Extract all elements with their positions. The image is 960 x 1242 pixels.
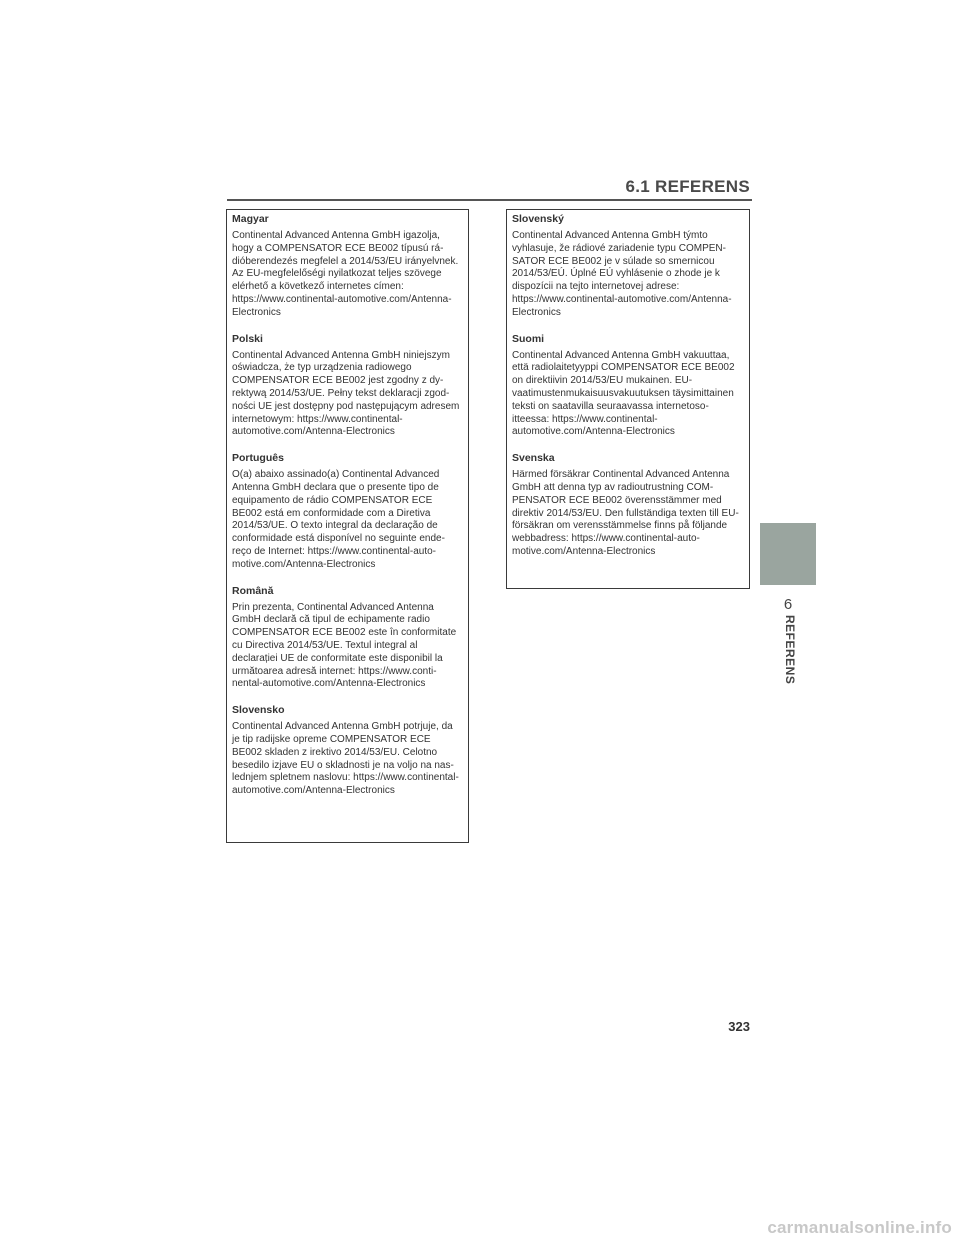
section-body: Continental Advanced Antenna GmbH igazolja, hogy a COMPENSATOR ECE BE002 típusú rádióberendezés megfelel a 2014/53/EU irányelvnek. Az EU-megfelelőségi nyilatkozat teljes szövege elérhető a következő internetes címen: https://www.continental-automotive.com/Antenna-Electronics xyxy=(232,230,459,318)
section-body: Continental Advanced Antenna GmbH potrjuje, da je tip radijske opreme COMPENSATOR ECE BE002 skladen z irektivo 2014/53/EU. Celotno besedilo izjave EU o skladnosti je na voljo na naslednjem spletnem naslovu: https://www.continental-automotive.com/Antenna-Electronics xyxy=(232,721,459,797)
chapter-tab-label: REFERENS xyxy=(783,615,797,685)
section-title: Română xyxy=(232,584,274,597)
left-column xyxy=(226,209,469,843)
section-polski xyxy=(232,333,460,440)
section-title: Slovenský xyxy=(512,213,564,225)
section-title: Polski xyxy=(232,332,263,345)
section-title: Slovensko xyxy=(232,704,285,717)
chapter-tab-number: 6 xyxy=(783,596,793,613)
section-title: Magyar xyxy=(232,213,269,225)
section-title: Svenska xyxy=(512,452,555,465)
section-title: Suomi xyxy=(512,332,545,345)
section-romana xyxy=(232,585,460,692)
chapter-tab xyxy=(760,523,816,585)
page-header-title: 6.1 REFERENS xyxy=(625,177,750,196)
section-magyar xyxy=(232,213,460,320)
section-body: O(a) abaixo assinado(a) Continental Advanced Antenna GmbH declara que o presente tipo de equipamento de rádio COMPENSATOR ECE BE002 está em conformidade com a Diretiva 2014/53/UE. O texto integral da declaração de conformidade está disponível no seguinte endereço de Internet: https://www.continental-automotive.com/Antenna-Electronics xyxy=(232,469,445,570)
section-slovensko xyxy=(232,704,460,798)
section-body: Prin prezenta, Continental Advanced Antenna GmbH declară că tipul de echipamente radio COMPENSATOR ECE BE002 este în conformitate cu Directiva 2014/53/UE. Textul integral al declarației UE de conformitate este disponibil la următoarea adresă internet: https://www.continental-automotive.com/Antenna-Electronics xyxy=(232,601,457,690)
header-divider xyxy=(227,199,752,201)
page-number: 323 xyxy=(728,1019,750,1034)
section-title: Português xyxy=(232,452,284,465)
section-slovensky xyxy=(512,213,741,320)
section-body: Härmed försäkrar Continental Advanced Antenna GmbH att denna typ av radioutrustning COMPENSATOR ECE BE002 överensstämmer med direktiv 2014/53/EU. Den fullständiga texten till EU-försäkran om verensstämmelse finns på följande webbadress: https://www.continental-automotive.com/Antenna-Electronics xyxy=(512,469,739,557)
section-body: Continental Advanced Antenna GmbH vakuuttaa, että radiolaitetyyppi COMPENSATOR ECE BE002 on direktiivin 2014/53/EU mukainen. EU-vaatimustenmukaisuusvakuutuksen täysimittainen teksti on saatavilla seuraavassa internetosoitteessa: https://www.continental-automotive.com/Antenna-Electronics xyxy=(512,349,735,438)
section-svenska xyxy=(512,452,741,559)
section-body: Continental Advanced Antenna GmbH týmto vyhlasuje, že rádiové zariadenie typu COMPENSATOR ECE BE002 je v súlade so smernicou 2014/53/EÚ. Úplné EÚ vyhlásenie o zhode je k dispozícii na tejto internetovej adrese: https://www.continental-automotive.com/Antenna-Electronics xyxy=(512,230,732,318)
section-body: Continental Advanced Antenna GmbH niniejszym oświadcza, że typ urządzenia radiowego COMPENSATOR ECE BE002 jest zgodny z dyrektywą 2014/53/UE. Pełny tekst deklaracji zgodności UE jest dostępny pod następującym adresem internetowym: https://www.continental-automotive.com/Antenna-Electronics xyxy=(232,349,460,438)
section-suomi xyxy=(512,333,741,440)
right-column xyxy=(506,209,750,589)
section-portugues xyxy=(232,452,460,571)
watermark: carmanualsonline.info xyxy=(767,1218,952,1237)
